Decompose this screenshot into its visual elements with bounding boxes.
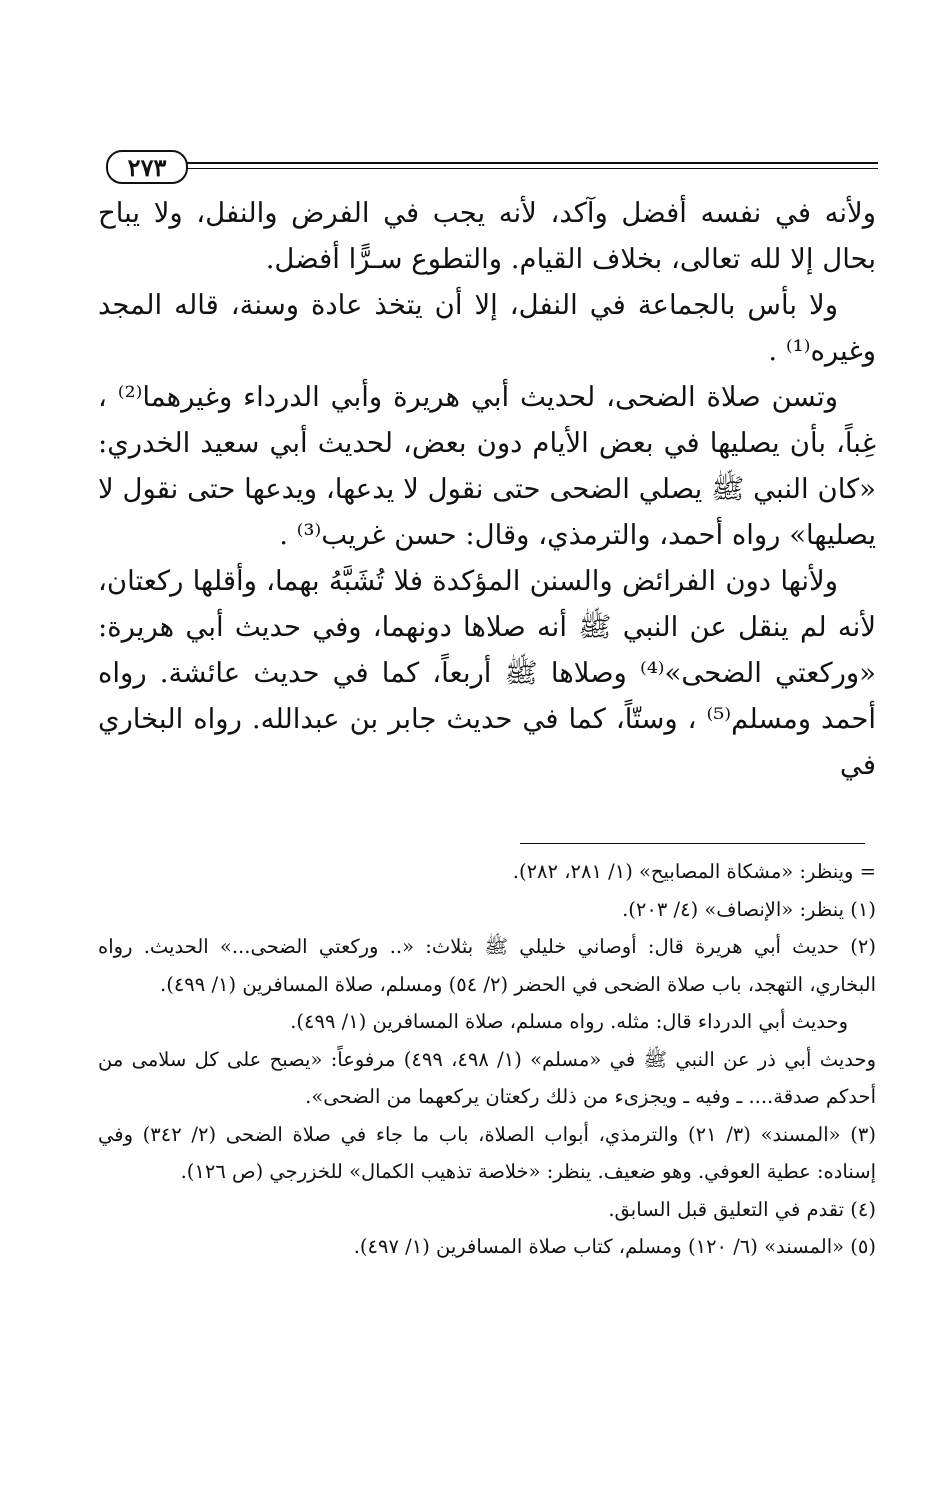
paragraph: ولا بأس بالجماعة في النفل، إلا أن يتخذ عادة وسنة، قاله المجد وغيره⁽¹⁾ . bbox=[98, 289, 876, 367]
page-number-badge: ٢٧٣ bbox=[106, 150, 188, 184]
main-text bbox=[98, 190, 876, 788]
footnote: (٣) «المسند» (٣/ ٢١) والترمذي، أبواب الصلاة، باب ما جاء في صلاة الضحى (٢/ ٣٤٢) وفي إسناده: عطية العوفي. وهو ضعيف. ينظر: «خلاصة تذهيب الكمال» للخزرجي (ص ١٢٦). bbox=[98, 1122, 876, 1183]
header-rule bbox=[178, 162, 878, 164]
paragraph: وتسن صلاة الضحى، لحديث أبي هريرة وأبي الدرداء وغيرهما⁽²⁾ ، غِباً، بأن يصليها في بعض الأيام دون بعض، لحديث أبي سعيد الخدري: «كان النبي ﷺ يصلي الضحى حتى نقول لا يدعها، ويدعها حتى نقول لا يصليها» رواه أحمد، والترمذي، وقال: حسن غريب⁽³⁾ . bbox=[98, 381, 876, 551]
footnote: (٥) «المسند» (٦/ ١٢٠) ومسلم، كتاب صلاة المسافرين (١/ ٤٩٧). bbox=[353, 1235, 876, 1258]
footnotes bbox=[98, 853, 876, 1266]
footnote: (٤) تقدم في التعليق قبل السابق. bbox=[608, 1197, 876, 1221]
paragraph: ولأنه في نفسه أفضل وآكد، لأنه يجب في الفرض والنفل، ولا يباح بحال إلا لله تعالى، بخلاف القيام. والتطوع سـرًّا أفضل. bbox=[98, 197, 876, 275]
paragraph: ولأنها دون الفرائض والسنن المؤكدة فلا تُشَبَّهُ بهما، وأقلها ركعتان، لأنه لم ينقل عن النبي ﷺ أنه صلاها دونهما، وفي حديث أبي هريرة: «وركعتي الضحى»⁽⁴⁾ وصلاها ﷺ أربعاً، كما في حديث عائشة. رواه أحمد ومسلم⁽⁵⁾ ، وستّاً، كما في حديث جابر بن عبدالله. رواه البخاري في bbox=[98, 565, 876, 781]
footnote-continuation: = وينظر: «مشكاة المصابيح» (١/ ٢٨١، ٢٨٢). bbox=[512, 860, 876, 883]
header-rule-thin bbox=[178, 168, 878, 169]
footnote-separator bbox=[520, 843, 865, 844]
footnote: (١) ينظر: «الإنصاف» (٤/ ٢٠٣). bbox=[622, 897, 876, 921]
footnote: (٢) حديث أبي هريرة قال: أوصاني خليلي ﷺ بثلاث: «.. وركعتي الضحى...» الحديث. رواه البخاري، التهجد، باب صلاة الضحى في الحضر (٢/ ٥٤) ومسلم، صلاة المسافرين (١/ ٤٩٩). bbox=[98, 935, 876, 996]
footnote-sub: وحديث أبي ذر عن النبي ﷺ في «مسلم» (١/ ٤٩٨، ٤٩٩) مرفوعاً: «يصبح على كل سلامى من أحدكم صدقة.... ـ وفيه ـ ويجزىء من ذلك ركعتان يركعهما من الضحى». bbox=[98, 1047, 876, 1108]
footnote-sub: وحديث أبي الدرداء قال: مثله. رواه مسلم، صلاة المسافرين (١/ ٤٩٩). bbox=[290, 1010, 848, 1033]
page-header bbox=[98, 150, 878, 184]
